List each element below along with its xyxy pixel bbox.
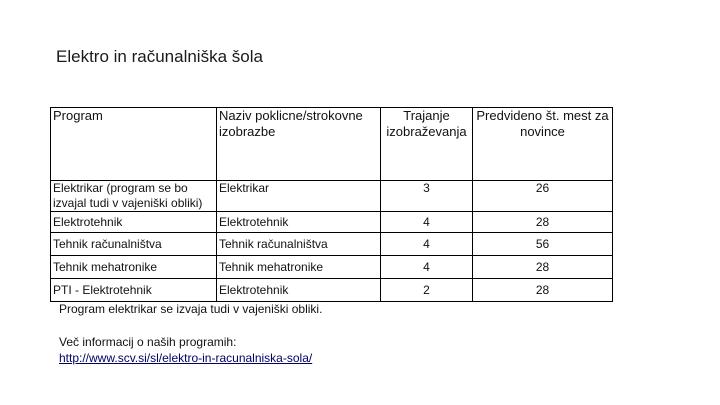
cell-program: Tehnik računalništva — [51, 233, 217, 256]
cell-mest: 28 — [473, 279, 613, 302]
cell-naziv: Elektrotehnik — [217, 279, 381, 302]
cell-trajanje: 4 — [381, 256, 473, 279]
header-naziv: Naziv poklicne/strokovne izobrazbe — [217, 108, 381, 181]
apprenticeship-note: Program elektrikar se izvaja tudi v vajeniški obliki. — [59, 302, 323, 316]
table-row — [51, 279, 613, 302]
cell-naziv: Elektrikar — [217, 181, 381, 212]
header-trajanje: Trajanje izobraževanja — [381, 108, 473, 181]
cell-program: PTI - Elektrotehnik — [51, 279, 217, 302]
header-program: Program — [51, 108, 217, 181]
table-row — [51, 212, 613, 233]
table-row — [51, 233, 613, 256]
cell-naziv: Tehnik mehatronike — [217, 256, 381, 279]
cell-mest: 56 — [473, 233, 613, 256]
cell-trajanje: 2 — [381, 279, 473, 302]
cell-mest: 26 — [473, 181, 613, 212]
table-header-row — [51, 108, 613, 181]
cell-program: Elektrotehnik — [51, 212, 217, 233]
cell-naziv: Tehnik računalništva — [217, 233, 381, 256]
cell-program: Elektrikar (program se bo izvajal tudi v vajeniški obliki) — [51, 181, 217, 212]
cell-mest: 28 — [473, 256, 613, 279]
more-info-text: Več informacij o naših programih: — [59, 335, 237, 349]
programs-table — [50, 107, 613, 302]
cell-program: Tehnik mehatronike — [51, 256, 217, 279]
table-row — [51, 256, 613, 279]
header-mest: Predvideno št. mest za novince — [473, 108, 613, 181]
page-title: Elektro in računalniška šola — [56, 47, 263, 66]
cell-trajanje: 4 — [381, 233, 473, 256]
cell-trajanje: 3 — [381, 181, 473, 212]
cell-trajanje: 4 — [381, 212, 473, 233]
table-row — [51, 181, 613, 212]
cell-mest: 28 — [473, 212, 613, 233]
programs-link[interactable]: http://www.scv.si/sl/elektro-in-racunalniska-sola/ — [59, 351, 313, 365]
cell-naziv: Elektrotehnik — [217, 212, 381, 233]
